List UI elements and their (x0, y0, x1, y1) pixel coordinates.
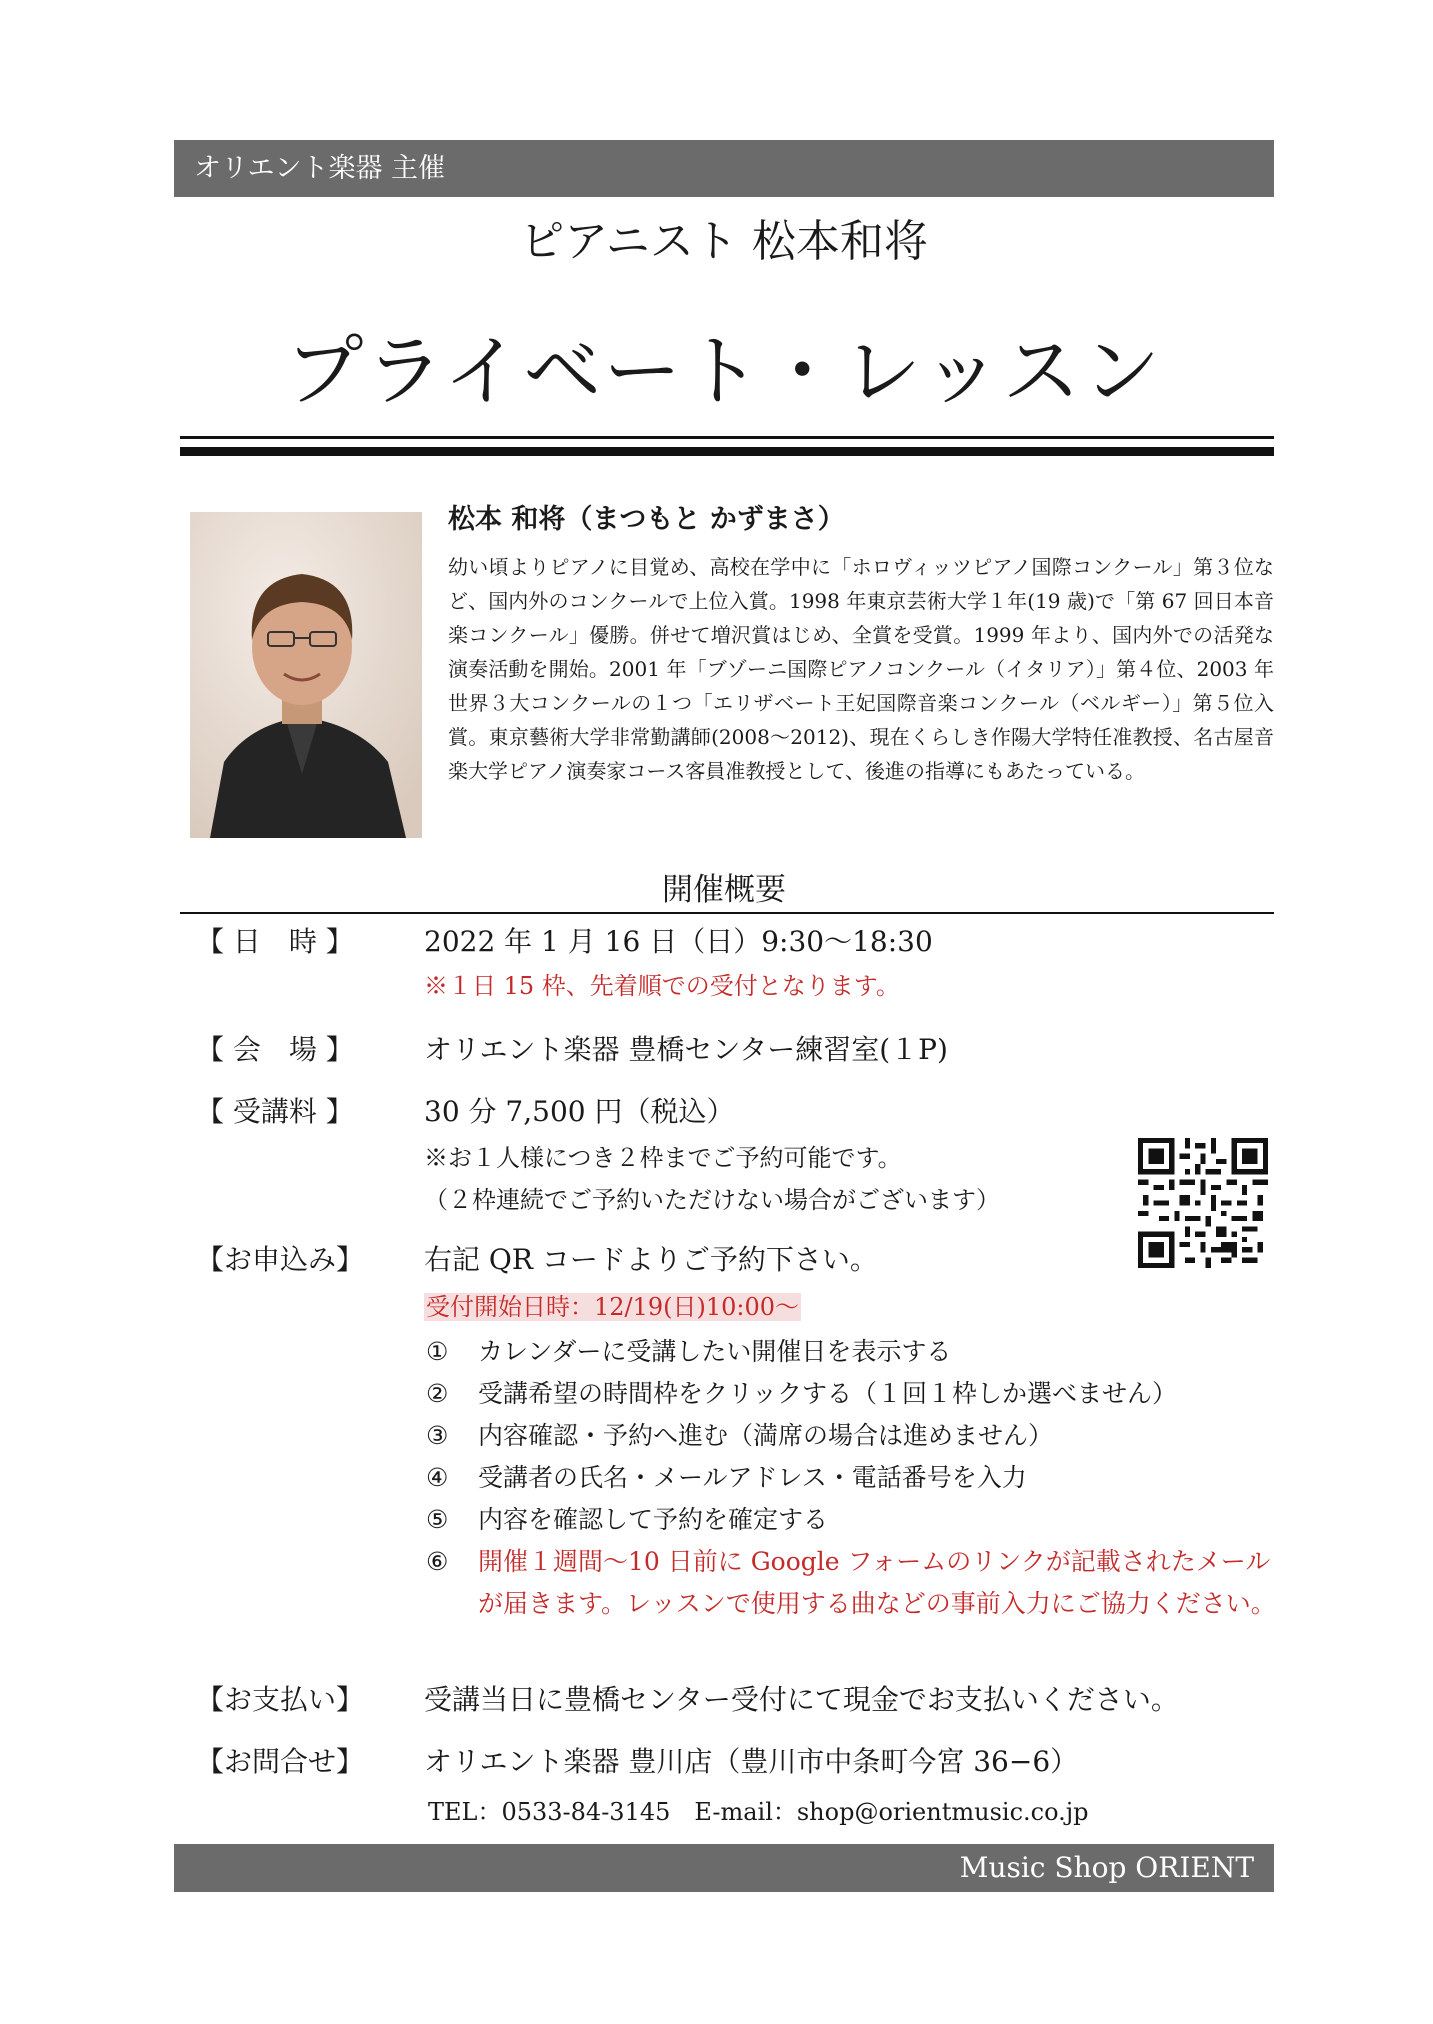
venue-value: オリエント楽器 豊橋センター練習室(１P) (424, 1033, 948, 1066)
apply-value: 右記 QR コードよりご予約下さい。 (424, 1243, 878, 1276)
overview-heading: 開催概要 (662, 872, 786, 908)
apply-start-datetime (424, 1288, 801, 1326)
page-title: プライベート・レッスン (285, 327, 1163, 417)
title-divider-thin (180, 436, 1274, 439)
list-item: ⑤ 内容を確認して予約を確定する (426, 1505, 829, 1534)
list-item: ② 受講希望の時間枠をクリックする（１回１枠しか選べません） (426, 1379, 1178, 1408)
fee-note: ※お１人様につき２枠までご予約可能です。 (424, 1144, 902, 1172)
fee-value: 30 分 7,500 円（税込） (424, 1095, 735, 1128)
subtitle: ピアニスト 松本和将 (520, 216, 928, 267)
pianist-biography: 幼い頃よりピアノに目覚め、高校在学中に「ホロヴィッツピアノ国際コンクール」第３位など、国内外のコンクールで上位入賞。1998 年東京芸術大学１年(19 歳)で「第 67 回日本音楽コンクール」優勝。併せて増沢賞はじめ、全賞を受賞。1999 年より、国内外での活発な演奏活動を開始。2001 年「ブゾーニ国際ピアノコンクール（イタリア）」第４位、2003 年世界３大コンクールの１つ「エリザベート王妃国際音楽コンクール（ベルギー）」第５位入賞。東京藝術大学非常勤講師(2008～2012)、現在くらしき作陽大学特任准教授、名古屋音楽大学ピアノ演奏家コース客員准教授として、後進の指導にもあたっている。 (448, 555, 1274, 783)
datetime-label: 【 日 時 】 (196, 925, 354, 958)
fee-label: 【 受講料 】 (196, 1095, 354, 1128)
datetime-value: 2022 年 1 月 16 日（日）9:30～18:30 (424, 925, 933, 958)
overview-divider (180, 912, 1274, 914)
footer-brand: Music Shop ORIENT (174, 1844, 1274, 1892)
venue-label: 【 会 場 】 (196, 1033, 354, 1066)
contact-label: 【お問合せ】 (196, 1745, 365, 1778)
title-divider-thick (180, 447, 1274, 456)
apply-start-text: 受付開始日時：12/19(日)10:00～ (426, 1293, 800, 1321)
datetime-note: ※１日 15 枠、先着順での受付となります。 (424, 972, 900, 1000)
pianist-name: 松本 和将（まつもと かずまさ） (448, 504, 845, 535)
fee-note-sub: （２枠連続でご予約いただけない場合がございます） (424, 1186, 1000, 1214)
payment-label: 【お支払い】 (196, 1683, 365, 1716)
pianist-photo (190, 512, 422, 838)
organizer-banner: オリエント楽器 主催 (174, 140, 1274, 197)
apply-label: 【お申込み】 (196, 1243, 365, 1276)
payment-value: 受講当日に豊橋センター受付にて現金でお支払いください。 (424, 1683, 1179, 1716)
contact-details: TEL：0533-84-3145 E-mail：shop@orientmusic.co.jp (428, 1798, 1089, 1826)
list-item: ③ 内容確認・予約へ進む（満席の場合は進めません） (426, 1421, 1054, 1450)
contact-value: オリエント楽器 豊川店（豊川市中条町今宮 36−6） (424, 1745, 1079, 1778)
list-item: ⑥ 開催１週間～10 日前に Google フォームのリンクが記載されたメールが届きます。レッスンで使用する曲などの事前入力にご協力ください。 (426, 1547, 1276, 1618)
list-item: ① カレンダーに受講したい開催日を表示する (426, 1337, 952, 1366)
list-item: ④ 受講者の氏名・メールアドレス・電話番号を入力 (426, 1463, 1027, 1492)
apply-steps (426, 1331, 1286, 1625)
qr-code[interactable] (1138, 1138, 1268, 1268)
